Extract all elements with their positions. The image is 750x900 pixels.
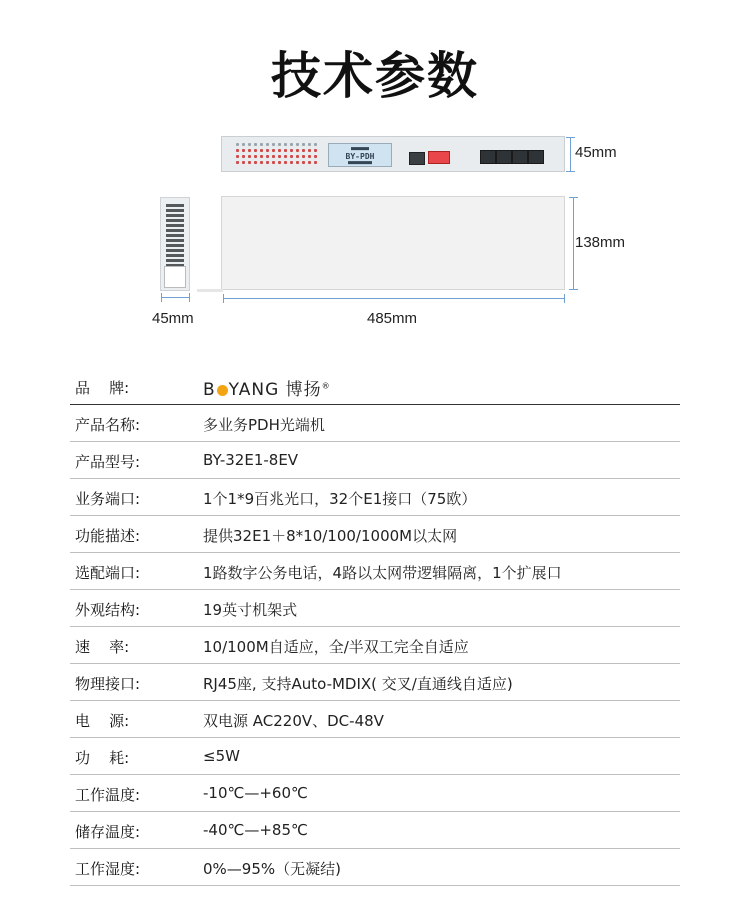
status-led: [296, 143, 299, 146]
spec-value: 1个1*9百兆光口，32个E1接口（75欧）: [203, 490, 477, 508]
spec-row: [70, 590, 680, 627]
spec-label: 功 耗:: [75, 749, 130, 767]
status-led: [290, 155, 293, 158]
spec-value: -10℃—+60℃: [203, 784, 308, 802]
spec-row: [70, 775, 680, 812]
spec-label: 选配端口:: [75, 564, 141, 582]
status-led: [236, 143, 239, 146]
status-led: [242, 149, 245, 152]
status-led: [248, 155, 251, 158]
status-led: [236, 155, 239, 158]
ethernet-port: [480, 150, 496, 164]
console-port: [409, 152, 425, 165]
spec-value: 0%—95%（无凝结): [203, 860, 341, 878]
status-led: [302, 143, 305, 146]
vent-slot: [166, 254, 184, 257]
vent-slot: [166, 234, 184, 237]
spec-label: 速 率:: [75, 638, 130, 656]
dimension-tick: [569, 197, 578, 198]
status-led: [242, 161, 245, 164]
page-title: 技术参数: [271, 47, 479, 105]
status-led: [266, 143, 269, 146]
brand-dot-icon: [217, 385, 228, 396]
status-led: [284, 149, 287, 152]
spec-value: 双电源 AC220V、DC-48V: [203, 712, 384, 730]
status-led: [314, 143, 317, 146]
vent-slot: [166, 239, 184, 242]
status-led: [260, 155, 263, 158]
status-led: [248, 161, 251, 164]
dimension-tick: [566, 137, 575, 138]
status-led: [314, 155, 317, 158]
status-led: [272, 161, 275, 164]
spec-label: 工作湿度:: [75, 860, 141, 878]
vent-slot: [166, 244, 184, 247]
spec-row: [70, 627, 680, 664]
status-led: [272, 149, 275, 152]
spec-value: 1路数字公务电话，4路以太网带逻辑隔离，1个扩展口: [203, 564, 562, 582]
spec-label: 外观结构:: [75, 601, 141, 619]
status-led: [260, 161, 263, 164]
status-led: [308, 143, 311, 146]
status-led: [290, 149, 293, 152]
registered-mark: ®: [321, 381, 331, 391]
mounting-ear: [197, 289, 223, 292]
side-width-dimension-line: [161, 297, 189, 298]
status-led: [278, 155, 281, 158]
status-led: [266, 149, 269, 152]
spec-label: 物理接口:: [75, 675, 141, 693]
height-dimension-line: [570, 137, 571, 171]
spec-row: [70, 405, 680, 442]
spec-row: [70, 553, 680, 590]
spec-label: 工作温度:: [75, 786, 141, 804]
spec-value: ≤5W: [203, 747, 240, 765]
status-led: [284, 161, 287, 164]
status-led: [290, 143, 293, 146]
spec-row: [70, 664, 680, 701]
status-led: [254, 155, 257, 158]
device-side-view: [160, 197, 190, 291]
spec-value: 多业务PDH光端机: [203, 416, 325, 434]
ethernet-port: [528, 150, 544, 164]
status-led: [284, 143, 287, 146]
spec-row: [70, 479, 680, 516]
dimension-tick: [189, 293, 190, 302]
status-led: [260, 143, 263, 146]
device-front-panel: [221, 136, 565, 172]
spec-value: BY-32E1-8EV: [203, 451, 299, 469]
status-led: [308, 161, 311, 164]
spec-label: 电 源:: [75, 712, 130, 730]
dimension-tick: [161, 293, 162, 302]
spec-label: 业务端口:: [75, 490, 141, 508]
dimension-tick: [566, 171, 575, 172]
status-led: [266, 161, 269, 164]
status-led: [278, 143, 281, 146]
spec-row: [70, 442, 680, 479]
status-led: [254, 143, 257, 146]
vent-slot: [166, 214, 184, 217]
lcd-model-text: BY-PDH: [345, 152, 375, 161]
width-dimension-line: [223, 298, 564, 299]
status-led: [314, 161, 317, 164]
spec-row: [70, 516, 680, 553]
vent-slot: [166, 224, 184, 227]
side-bracket: [164, 266, 186, 288]
ethernet-port: [496, 150, 512, 164]
spec-row: [70, 368, 680, 405]
status-led: [254, 149, 257, 152]
spec-label: 产品名称:: [75, 416, 141, 434]
status-led: [296, 155, 299, 158]
status-led: [236, 149, 239, 152]
status-led: [278, 149, 281, 152]
device-lcd-panel: ■■■■■■ BY-PDH ■■■■■■■■: [328, 143, 392, 167]
brand-prefix: B: [203, 380, 216, 400]
vent-slot: [166, 204, 184, 207]
status-led: [266, 155, 269, 158]
vent-slot: [166, 209, 184, 212]
spec-value: 提供32E1＋8*10/100/1000M以太网: [203, 527, 458, 545]
status-led: [296, 161, 299, 164]
status-led: [242, 155, 245, 158]
dimension-tick: [569, 289, 578, 290]
status-led: [308, 149, 311, 152]
spec-value: 10/100M自适应，全/半双工完全自适应: [203, 638, 469, 656]
status-led: [302, 161, 305, 164]
e1-status-leds: [236, 143, 316, 167]
vent-slot: [166, 229, 184, 232]
spec-label: 储存温度:: [75, 823, 141, 841]
spec-row: [70, 701, 680, 738]
spec-table: [70, 368, 680, 886]
spec-value: RJ45座, 支持Auto-MDIX( 交叉/直通线自适应): [203, 675, 513, 693]
status-led: [308, 155, 311, 158]
spec-value: 19英寸机架式: [203, 601, 298, 619]
status-led: [314, 149, 317, 152]
spec-label: 功能描述:: [75, 527, 141, 545]
status-led: [284, 155, 287, 158]
width-label: 485mm: [367, 310, 418, 327]
device-top-view: [221, 196, 565, 290]
status-led: [302, 149, 305, 152]
dimension-tick: [223, 294, 224, 303]
spec-value: -40℃—+85℃: [203, 821, 308, 839]
status-led: [302, 155, 305, 158]
spec-row: [70, 738, 680, 775]
spec-label: 品 牌:: [75, 379, 130, 397]
spec-row: [70, 812, 680, 849]
status-led: [296, 149, 299, 152]
status-led: [254, 161, 257, 164]
brand-logo: [203, 375, 331, 400]
spec-row: [70, 849, 680, 886]
status-led: [290, 161, 293, 164]
spec-label: 产品型号:: [75, 453, 141, 471]
vent-slot: [166, 259, 184, 262]
depth-dimension-line: [573, 197, 574, 289]
depth-label: 138mm: [575, 234, 626, 251]
status-led: [248, 143, 251, 146]
vent-slot: [166, 219, 184, 222]
front-height-label: 45mm: [575, 144, 617, 161]
vent-slot: [166, 249, 184, 252]
side-width-label: 45mm: [152, 310, 194, 327]
dimension-tick: [564, 294, 565, 303]
status-led: [242, 143, 245, 146]
status-led: [272, 143, 275, 146]
status-led: [248, 149, 251, 152]
status-led: [260, 149, 263, 152]
status-led: [236, 161, 239, 164]
status-led: [278, 161, 281, 164]
ethernet-port: [512, 150, 528, 164]
brand-name: YANG 博扬: [228, 380, 322, 400]
status-led: [272, 155, 275, 158]
dip-switch: [428, 151, 450, 164]
